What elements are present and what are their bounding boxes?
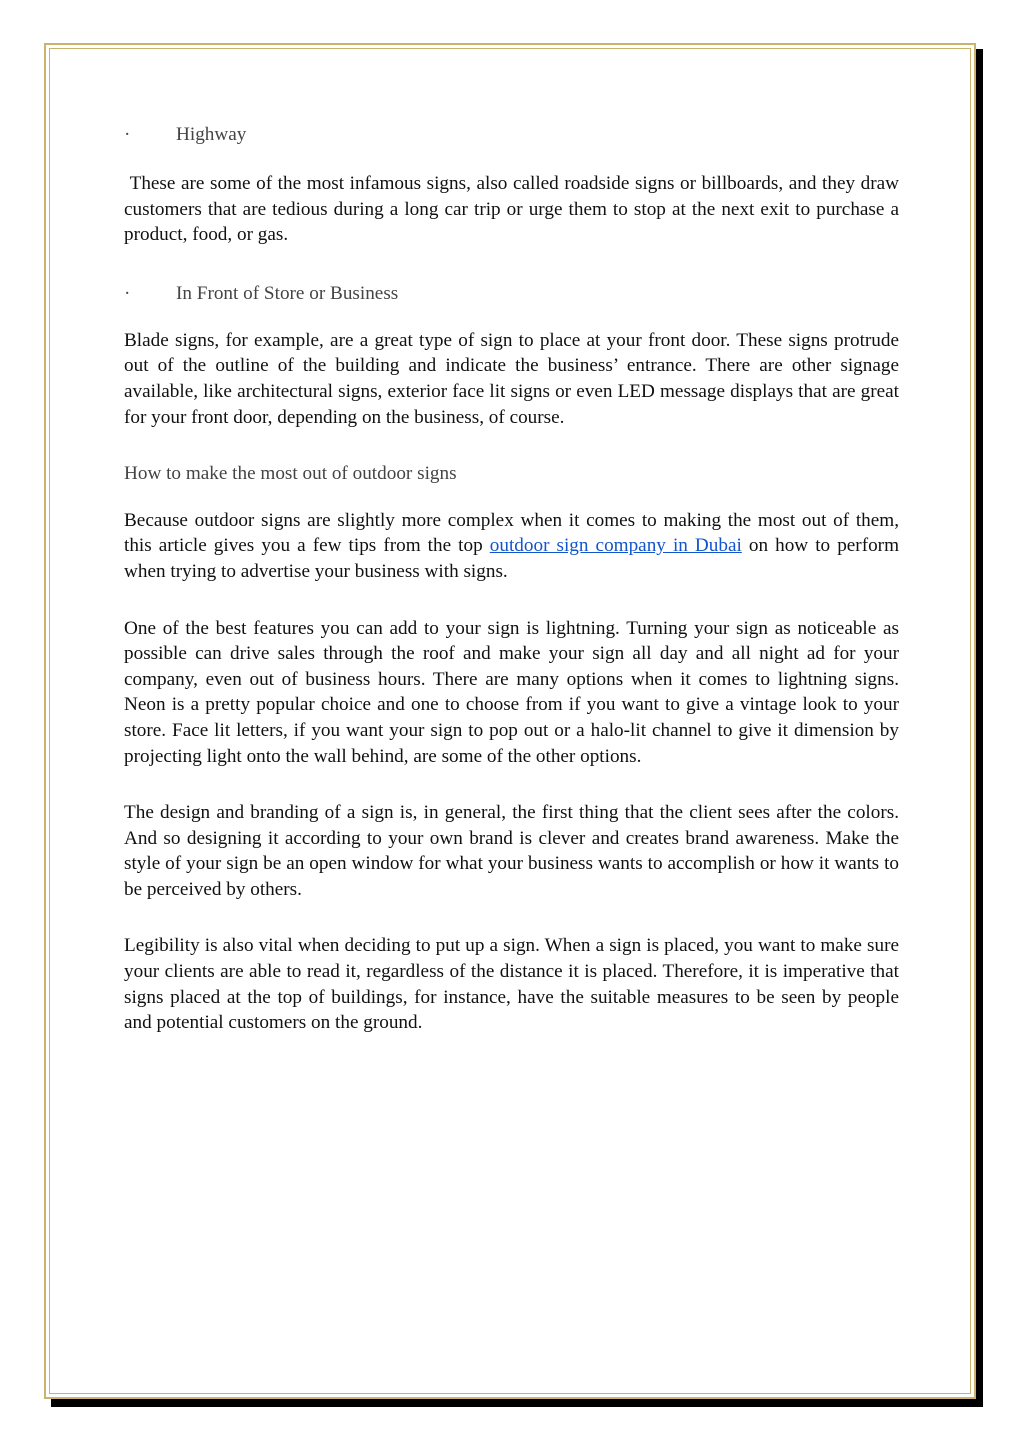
- highway-heading: [124, 122, 899, 152]
- storefront-heading: [124, 281, 899, 311]
- legibility-paragraph: Legibility is also vital when deciding to put up a sign. When a sign is placed, you want to make sure your clients are able to read it, regardless of the distance it is placed. Therefore, it is imperative that signs placed at the top of buildings, for instance, have the suitable measures to be seen by people and potential customers on the ground.: [124, 935, 899, 1034]
- storefront-paragraph: Blade signs, for example, are a great type of sign to place at your front door. These signs protrude out of the outline of the building and indicate the business’ entrance. There are other signage available, like architectural signs, exterior face lit signs or even LED message displays that are great for your front door, depending on the business, of course.: [124, 329, 899, 428]
- highway-heading-label: Highway: [176, 124, 247, 145]
- storefront-heading-label: In Front of Store or Business: [176, 282, 399, 304]
- bullet-dot: ·: [124, 282, 131, 304]
- branding-paragraph: The design and branding of a sign is, in general, the first thing that the client sees after the colors. And so designing it according to your own brand is clever and creates brand awareness. Make the style of your sign be an open window for what your business wants to accomplish or how it wants to be perceived by others.: [124, 802, 899, 900]
- intro-text-before-link: Because outdoor signs are slightly more complex when it comes to making the most out of them, this article gives you a few tips from the top: [124, 509, 899, 557]
- highway-paragraph-text: These are some of the most infamous signs, also called roadside signs or billboards, and they draw customers that are tedious during a long car trip or urge them to stop at the next exit to purchase a product, food, or gas.: [124, 173, 899, 246]
- intro-text-after-link: on how to perform when trying to advertise your business with signs.: [124, 535, 899, 582]
- highway-paragraph: [124, 171, 899, 248]
- document-body: [124, 122, 899, 1036]
- outdoor-sign-company-link[interactable]: outdoor sign company in Dubai: [489, 535, 742, 557]
- bullet-dot: ·: [124, 124, 131, 145]
- section-heading: How to make the most out of outdoor signs: [124, 463, 457, 485]
- lighting-paragraph: One of the best features you can add to your sign is lightning. Turning your sign as noticeable as possible can drive sales through the roof and make your sign all day and all night ad for your company, even out of business hours. There are many options when it comes to lightning signs. Neon is a pretty popular choice and one to choose from if you want to give a vintage look to your store. Face lit letters, if you want your sign to pop out or a halo-lit channel to give it dimension by projecting light onto the wall behind, are some of the other options.: [124, 617, 899, 767]
- intro-paragraph: [124, 508, 899, 585]
